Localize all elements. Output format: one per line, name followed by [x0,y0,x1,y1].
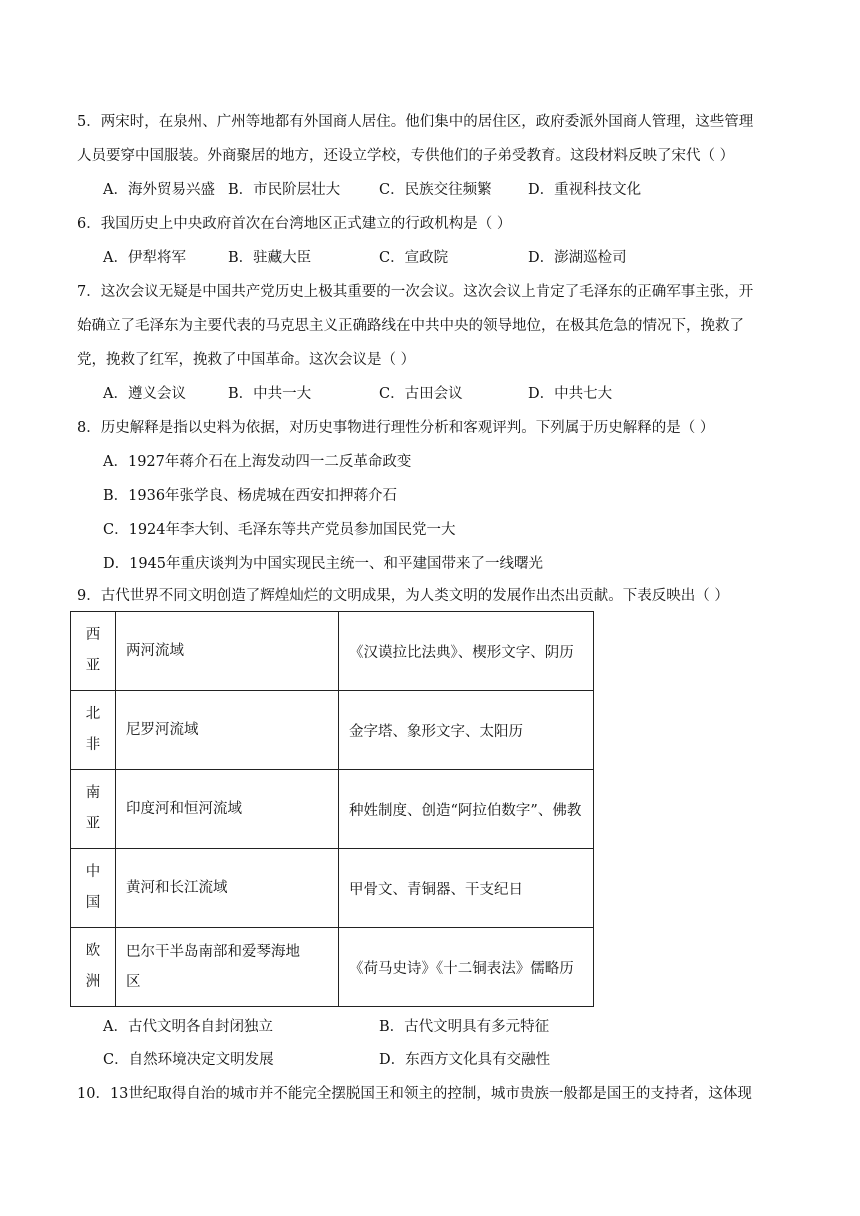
table-cell-region: 中 国 [71,849,116,928]
q5-option-c: C．民族交往频繁 [379,182,492,198]
q6-option-a: A．伊犁将军 [103,250,186,266]
q6-option-d: D．澎湖巡检司 [528,250,627,266]
table-cell-achievements: 种姓制度、创造“阿拉伯数字”、佛教 [339,770,594,849]
q7-text-line-1: 7．这次会议无疑是中国共产党历史上极其重要的一次会议。这次会议上肯定了毛泽东的正确军事主张，开 [77,284,754,300]
q8-text-line-1: 8．历史解释是指以史料为依据，对历史事物进行理性分析和客观评判。下列属于历史解释的是（ ） [77,420,715,436]
q8-option-c: C．1924年李大钊、毛泽东等共产党员参加国民党一大 [103,522,456,538]
q5-option-b: B．市民阶层壮大 [228,182,341,198]
table-cell-area: 印度河和恒河流域 [116,770,339,849]
table-cell-area: 巴尔干半岛南部和爱琴海地区 [116,928,339,1007]
table-cell-area: 黄河和长江流域 [116,849,339,928]
table-row [71,770,594,849]
table-row [71,849,594,928]
table-cell-achievements: 《汉谟拉比法典》、楔形文字、阴历 [339,612,594,691]
q6-option-b: B．驻藏大臣 [228,250,312,266]
q7-option-c: C．古田会议 [379,386,463,402]
table-cell-achievements: 甲骨文、青铜器、干支纪日 [339,849,594,928]
q5-option-a: A．海外贸易兴盛 [103,182,215,198]
q7-option-b: B．中共一大 [228,386,312,402]
table-cell-region: 北 非 [71,691,116,770]
table-row [71,691,594,770]
civilization-table [70,611,594,1007]
q9-text-line-1: 9．古代世界不同文明创造了辉煌灿烂的文明成果，为人类文明的发展作出杰出贡献。下表反映出（ ） [77,588,729,604]
q6-option-c: C．宣政院 [379,250,449,266]
q9-option-c: C．自然环境决定文明发展 [103,1052,274,1068]
q8-option-b: B．1936年张学良、杨虎城在西安扣押蒋介石 [103,488,398,504]
table-cell-achievements: 金字塔、象形文字、太阳历 [339,691,594,770]
q8-option-a: A．1927年蒋介石在上海发动四一二反革命政变 [103,454,412,470]
q7-option-a: A．遵义会议 [103,386,186,402]
q9-option-a: A．古代文明各自封闭独立 [103,1019,273,1035]
q5-text-line-1: 5．两宋时，在泉州、广州等地都有外国商人居住。他们集中的居住区，政府委派外国商人管理，这些管理 [77,114,754,130]
q8-option-d: D．1945年重庆谈判为中国实现民主统一、和平建国带来了一线曙光 [103,556,544,572]
q9-option-d: D．东西方文化具有交融性 [379,1052,551,1068]
table-cell-region: 欧 洲 [71,928,116,1007]
q5-option-d: D．重视科技文化 [528,182,642,198]
q7-text-line-2: 始确立了毛泽东为主要代表的马克思主义正确路线在中共中央的领导地位，在极其危急的情况下，挽救了 [77,318,744,334]
table-cell-area: 尼罗河流域 [116,691,339,770]
q7-text-line-3: 党，挽救了红军，挽救了中国革命。这次会议是（ ） [77,352,416,368]
q5-text-line-2: 人员要穿中国服装。外商聚居的地方，还设立学校，专供他们的子弟受教育。这段材料反映了宋代（ ） [77,148,735,164]
table-cell-area: 两河流域 [116,612,339,691]
q6-text-line-1: 6．我国历史上中央政府首次在台湾地区正式建立的行政机构是（ ） [77,216,512,232]
q9-option-b: B．古代文明具有多元特征 [379,1019,550,1035]
table-cell-region: 南 亚 [71,770,116,849]
q10-text-line-1: 10．13世纪取得自治的城市并不能完全摆脱国王和领主的控制，城市贵族一般都是国王的支持者，这体现 [77,1086,752,1102]
table-row [71,928,594,1007]
table-row [71,612,594,691]
table-cell-region: 西 亚 [71,612,116,691]
table-cell-achievements: 《荷马史诗》《十二铜表法》儒略历 [339,928,594,1007]
q7-option-d: D．中共七大 [528,386,613,402]
